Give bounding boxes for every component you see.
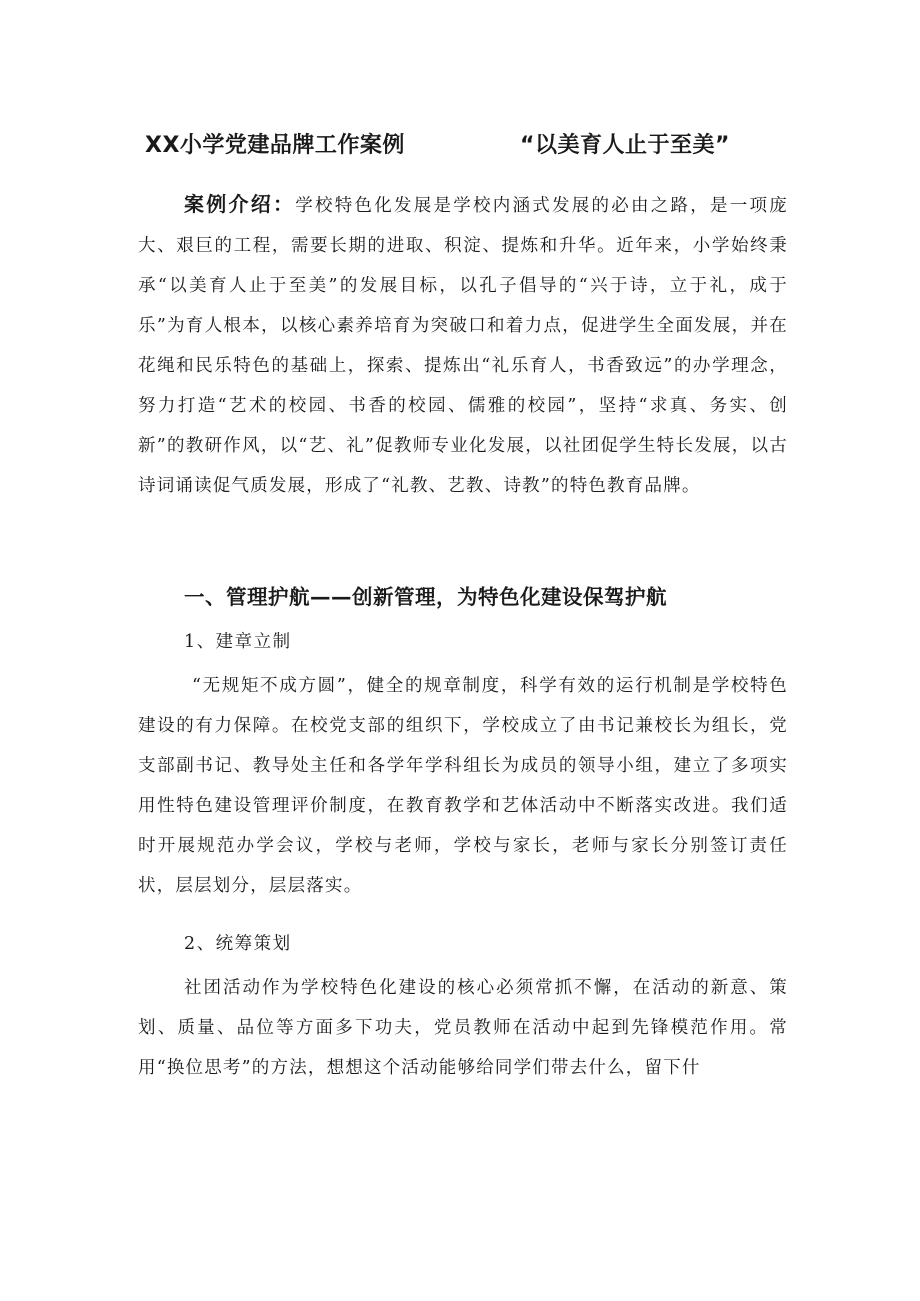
section-heading: 一、管理护航——创新管理，为特色化建设保驾护航 <box>184 585 667 609</box>
intro-text: 学校特色化发展是学校内涵式发展的必由之路，是一项庞大、艰巨的工程，需要长期的进取、积淀、提炼和升华。近年来，小学始终秉承“以美育人止于至美”的发展目标，以孔子倡导的“兴于诗，立于礼，成于乐”为育人根本，以核心素养培育为突破口和着力点，促进学生全面发展，并在花绳和民乐特色的基础上，探索、提炼出“礼乐育人，书香致远”的办学理念，努力打造“艺术的校园、书香的校园、儒雅的校园”，坚持“求真、务实、创新”的教研作风，以“艺、礼”促教师专业化发展，以社团促学生特长发展，以古诗词诵读促气质发展，形成了“礼教、艺教、诗教”的特色教育品牌。 <box>138 196 789 496</box>
title-main: XX小学党建品牌工作案例 <box>145 133 405 158</box>
subsection-paragraph: 社团活动作为学校特色化建设的核心必须常抓不懈，在活动的新意、策划、质量、品位等方面多下功夫，党员教师在活动中起到先锋模范作用。常用“换位思考”的方法，想想这个活动能够给同学们带去什么，留下什 <box>138 978 788 1078</box>
intro-paragraph <box>138 184 788 506</box>
title-slogan: “以美育人止于至美” <box>520 133 730 158</box>
intro-label: 案例介绍： <box>184 192 296 216</box>
subsection-paragraph: “无规矩不成方圆”，健全的规章制度，科学有效的运行机制是学校特色建设的有力保障。在校党支部的组织下，学校成立了由书记兼校长为组长，党支部副书记、教导处主任和各学年学科组长为成员的领导小组，建立了多项实用性特色建设管理评价制度，在教育教学和艺体活动中不断落实改进。我们适时开展规范办学会议，学校与老师，学校与家长，老师与家长分别签订责任状，层层划分，层层落实。 <box>138 676 788 896</box>
subsection-heading: 2、统筹策划 <box>184 934 292 954</box>
subsection-heading: 1、建章立制 <box>184 632 292 652</box>
document-title <box>145 128 785 160</box>
